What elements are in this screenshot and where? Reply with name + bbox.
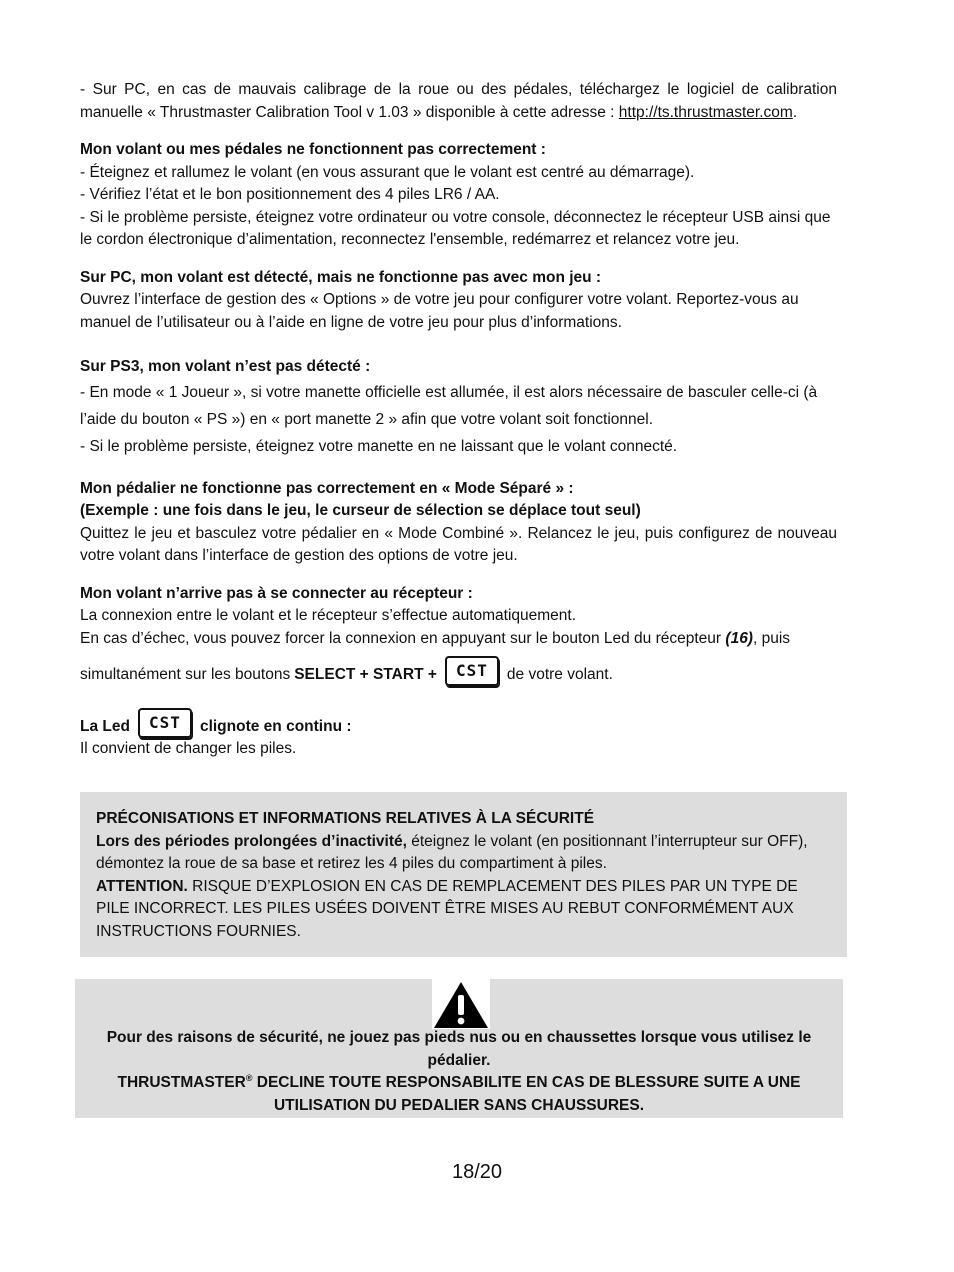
safety-title: PRÉCONISATIONS ET INFORMATIONS RELATIVES À LA SÉCURITÉ [96,810,595,827]
section-heading: La Led CST clignote en continu : [80,708,837,738]
warning-line: Pour des raisons de sécurité, ne jouez pas pieds nus ou en chaussettes lorsque vous utilisez le pédalier. [106,1029,812,1069]
calibration-paragraph: - Sur PC, en cas de mauvais calibrage de la roue ou des pédales, téléchargez le logiciel de calibration manuelle « Thrustmaster Calibration Tool v 1.03 » disponible à cette adresse : http://ts.thrustmaster.com. [80,81,837,121]
page-number: 18/20 [451,1161,503,1183]
section-text: simultanément sur les boutons SELECT + START + CST de votre volant. [80,656,837,686]
section-subheading: (Exemple : une fois dans le jeu, le curseur de sélection se déplace tout seul) [80,502,641,519]
list-item: - Vérifiez l’état et le bon positionnement des 4 piles LR6 / AA. [80,186,500,203]
section-text: La connexion entre le volant et le récepteur s’effectue automatiquement. [80,607,577,624]
section-text: Quittez le jeu et basculez votre pédalier en « Mode Combiné ». Relancez le jeu, puis configurez de nouveau votre volant dans l’interface de gestion des options de votre jeu. [80,524,837,564]
list-item: - En mode « 1 Joueur », si votre manette officielle est allumée, il est alors nécessaire de basculer celle-ci (à l’aide du bouton « PS ») en « port manette 2 » afin que votre volant soit fonctionnel. [80,383,818,428]
cst-button-icon: CST [445,656,499,686]
section-led-blinking [80,708,837,761]
section-text: Il convient de changer les piles. [80,740,297,757]
reference-number: (16) [725,629,753,647]
cst-led-icon: CST [138,708,192,738]
section-text: Ouvrez l’interface de gestion des « Options » de votre jeu pour configurer votre volant. Reportez-vous au manuel de l’utilisateur ou à l’aide en ligne de votre jeu pour plus d’informations. [80,291,799,331]
thrustmaster-link[interactable]: http://ts.thrustmaster.com [618,103,793,121]
list-item: - Si le problème persiste, éteignez votre ordinateur ou votre console, déconnectez le récepteur USB ainsi que le cordon électronique d’alimentation, reconnectez l'ensemble, redémarrez et relancez votre jeu. [80,208,831,248]
section-heading: Mon volant ou mes pédales ne fonctionnent pas correctement : [80,141,546,158]
section-heading: Sur PS3, mon volant n’est pas détecté : [80,358,371,375]
warning-triangle-icon [432,979,490,1029]
section-heading: Mon pédalier ne fonctionne pas correctement en « Mode Séparé » : [80,479,574,497]
section-ps3 [80,356,837,460]
section-text: En cas d’échec, vous pouvez forcer la connexion en appuyant sur le bouton Led du récepteur (16), puis [80,629,791,647]
section-heading: Mon volant n’arrive pas à se connecter au récepteur : [80,584,473,602]
safety-paragraph: Lors des périodes prolongées d’inactivité, éteignez le volant (en positionnant l’interrupteur sur OFF), démontez la roue de sa base et retirez les 4 piles du compartiment à piles. [96,832,808,872]
liability-line: THRUSTMASTER® DECLINE TOUTE RESPONSABILITE EN CAS DE BLESSURE SUITE A UNE UTILISATION DU PEDALIER SANS CHAUSSURES. [117,1072,801,1114]
section-wheel-not-working [80,139,837,252]
calibration-section [80,79,837,124]
troubleshooting-content [80,79,837,776]
safety-warning-paragraph: ATTENTION. RISQUE D’EXPLOSION EN CAS DE REMPLACEMENT DES PILES PAR UN TYPE DE PILE INCORRECT. LES PILES USÉES DOIVENT ÊTRE MISES AU REBUT CONFORMÉMENT AUX INSTRUCTIONS FOURNIES. [96,877,798,940]
safety-box [80,792,847,957]
section-receiver-connection [80,583,837,687]
section-pc-game [80,267,837,335]
section-heading: Sur PC, mon volant est détecté, mais ne fonctionne pas avec mon jeu : [80,268,602,286]
list-item: - Si le problème persiste, éteignez votre manette en ne laissant que le volant connecté. [80,437,678,455]
barefoot-warning-box [75,979,843,1118]
warning-text [89,1027,829,1117]
list-item: - Éteignez et rallumez le volant (en vous assurant que le volant est centré au démarrage). [80,163,695,181]
section-pedals-separate-mode [80,478,837,568]
